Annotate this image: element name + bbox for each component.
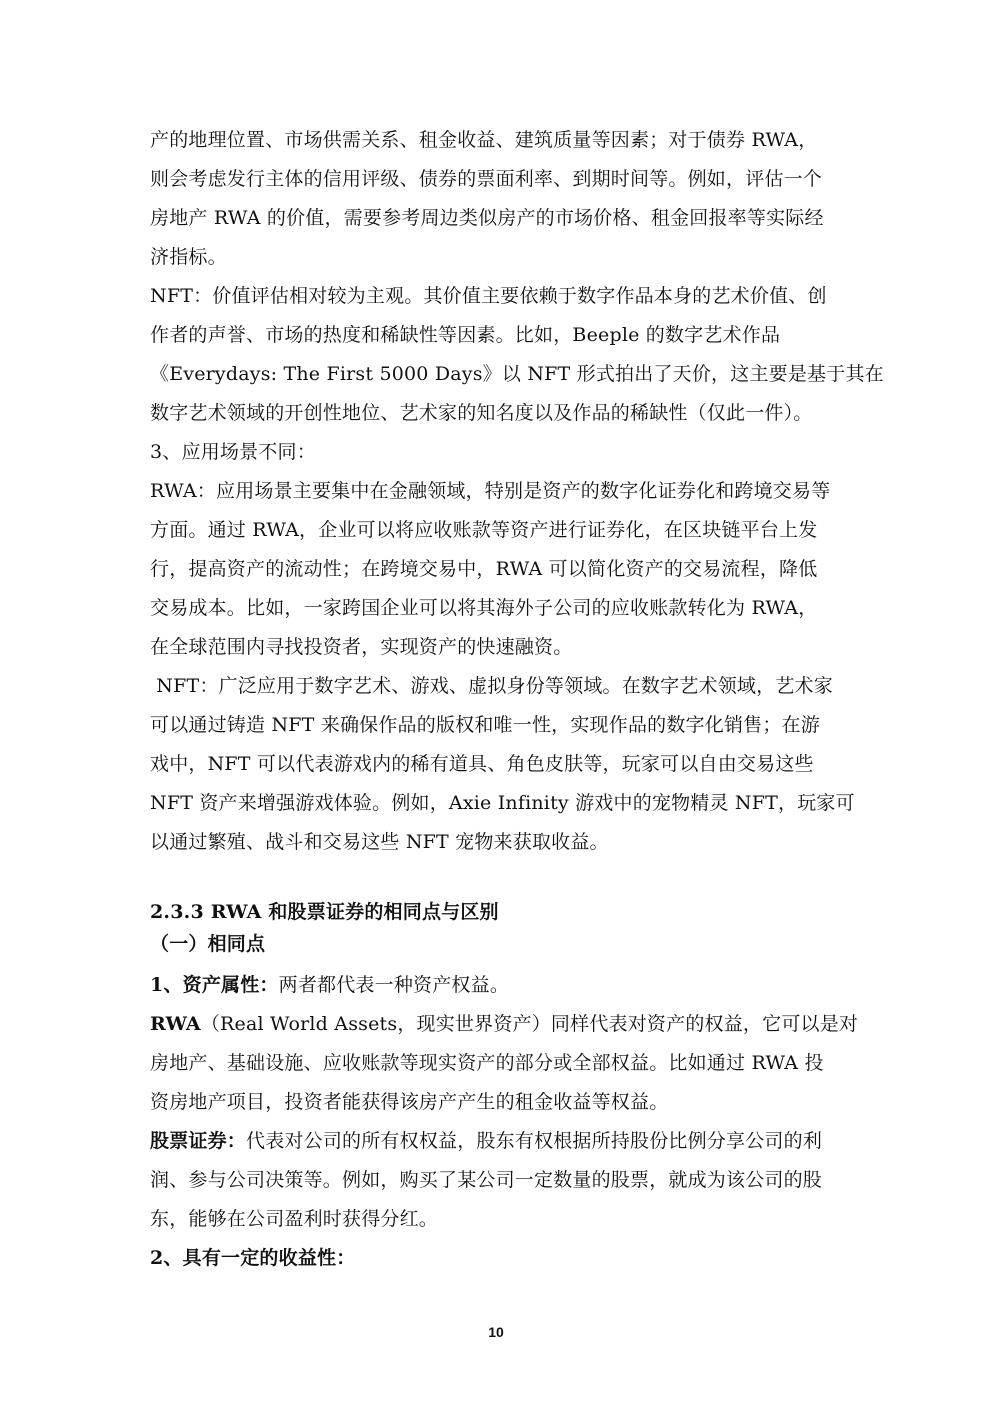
- text-line: NFT：价值评估相对较为主观。其价值主要依赖于数字作品本身的艺术价值、创: [150, 285, 827, 307]
- text-line: 方面。通过 RWA，企业可以将应收账款等资产进行证券化，在区块链平台上发: [150, 519, 818, 541]
- stock-label: 股票证券：: [150, 1130, 247, 1152]
- text-line: 可以通过铸造 NFT 来确保作品的版权和唯一性，实现作品的数字化销售；在游: [150, 714, 820, 736]
- point-1: [150, 971, 842, 999]
- text-line: 济指标。: [150, 246, 227, 268]
- text-line: 产的地理位置、市场供需关系、租金收益、建筑质量等因素；对于债券 RWA，: [150, 129, 818, 151]
- text-line: 戏中，NFT 可以代表游戏内的稀有道具、角色皮肤等，玩家可以自由交易这些: [150, 753, 814, 775]
- text-line: NFT：广泛应用于数字艺术、游戏、虚拟身份等领域。在数字艺术领域，艺术家: [150, 675, 833, 697]
- subheading: （一）相同点: [150, 933, 266, 955]
- text-line: 房地产 RWA 的价值，需要参考周边类似房产的市场价格、租金回报率等实际经: [150, 207, 824, 229]
- text-line: RWA：应用场景主要集中在金融领域，特别是资产的数字化证券化和跨境交易等: [150, 480, 831, 502]
- rwa-text: （Real World Assets，现实世界资产）同样代表对资产的权益，它可以是对: [200, 1013, 859, 1035]
- text-line: 数字艺术领域的开创性地位、艺术家的知名度以及作品的稀缺性（仅此一件）。: [150, 402, 813, 424]
- text-line: 3、应用场景不同：: [150, 441, 316, 463]
- text-line: 作者的声誉、市场的热度和稀缺性等因素。比如，Beeple 的数字艺术作品: [150, 324, 781, 346]
- text-line: 房地产、基础设施、应收账款等现实资产的部分或全部权益。比如通过 RWA 投: [150, 1052, 824, 1074]
- text-line: NFT 资产来增强游戏体验。例如，Axie Infinity 游戏中的宠物精灵 NFT，玩家可: [150, 792, 855, 814]
- text-line: 在全球范围内寻找投资者，实现资产的快速融资。: [150, 636, 573, 658]
- text-line: 以通过繁殖、战斗和交易这些 NFT 宠物来获取收益。: [150, 831, 609, 853]
- stock-text: 代表对公司的所有权权益，股东有权根据所持股份比例分享公司的利: [246, 1130, 823, 1152]
- text-line: 资房地产项目，投资者能获得该房产产生的租金收益等权益。: [150, 1091, 669, 1113]
- rwa-paragraph-line: [150, 1010, 859, 1038]
- text-line: 行，提高资产的流动性；在跨境交易中，RWA 可以简化资产的交易流程，降低: [150, 558, 818, 580]
- point-1-text: 两者都代表一种资产权益。: [278, 974, 510, 996]
- text-line: 《Everydays: The First 5000 Days》以 NFT 形式拍出了天价，这主要是基于其在: [150, 363, 884, 385]
- point-2-label: 2、具有一定的收益性：: [150, 1247, 356, 1269]
- text-line: 交易成本。比如，一家跨国企业可以将其海外子公司的应收账款转化为 RWA，: [150, 597, 818, 619]
- point-1-label: 1、资产属性：: [150, 974, 279, 996]
- stock-paragraph-line: [150, 1127, 842, 1155]
- text-line: 则会考虑发行主体的信用评级、债券的票面利率、到期时间等。例如，评估一个: [150, 168, 823, 190]
- text-line: 东，能够在公司盈利时获得分红。: [150, 1208, 439, 1230]
- text-line: 润、参与公司决策等。例如，购买了某公司一定数量的股票，就成为该公司的股: [150, 1169, 823, 1191]
- page-number: 10: [488, 1324, 504, 1340]
- section-heading: 2.3.3 RWA 和股票证券的相同点与区别: [150, 901, 499, 923]
- rwa-label: RWA: [150, 1013, 201, 1035]
